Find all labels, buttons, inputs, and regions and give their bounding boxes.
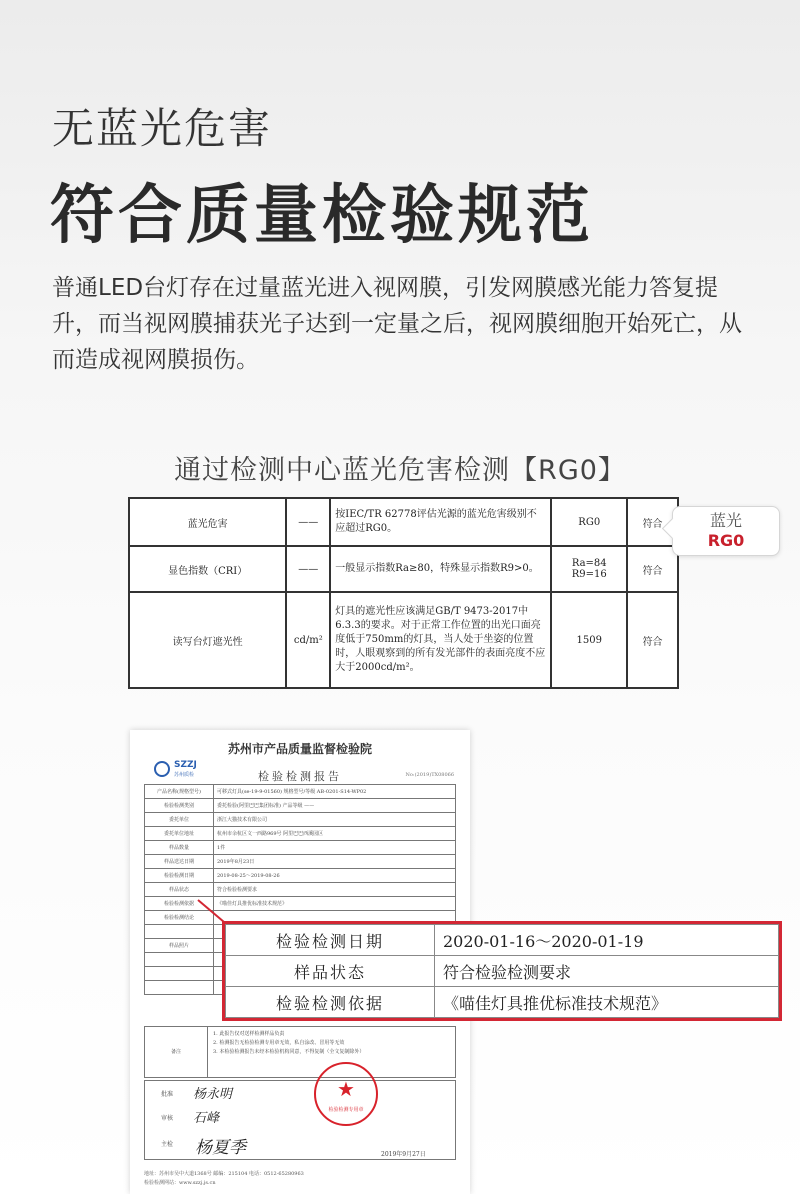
test-verdict: 符合 (627, 498, 678, 546)
test-requirement: 灯具的遮光性应该满足GB/T 9473-2017中6.3.3的要求。对于正常工作位置的出光口面亮度低于750mm的灯具，当人处于坐姿的位置时，人眼观察到的所有发光部件的表面亮度不应大于2000cd/m²。 (330, 592, 551, 688)
zoomed-detail-table (222, 921, 782, 1021)
table-row (226, 987, 779, 1018)
rg0-callout-badge (672, 506, 780, 556)
test-result-table (128, 497, 679, 689)
test-requirement: 按IEC/TR 62778评估光源的蓝光危害级别不应超过RG0。 (330, 498, 551, 546)
test-item: 蓝光危害 (129, 498, 286, 546)
table-row (145, 799, 456, 813)
detail-label: 样品状态 (226, 956, 435, 987)
table-row (129, 592, 678, 688)
test-unit: cd/m² (286, 592, 330, 688)
badge-label: 蓝光 (709, 511, 742, 530)
test-item: 读写台灯遮光性 (129, 592, 286, 688)
report-key: 样品照片 (145, 939, 214, 953)
report-key: 产品名称(规格型号) (145, 785, 214, 799)
report-value: 浙江大猫技术有限公司 (214, 813, 456, 827)
test-result-line: R9=16 (571, 569, 607, 580)
test-verdict: 符合 (627, 546, 678, 592)
star-icon: ★ (337, 1077, 355, 1101)
table-row (145, 827, 456, 841)
official-stamp (314, 1062, 378, 1126)
table-row (145, 897, 456, 911)
test-requirement: 一般显示指数Ra≥80，特殊显示指数R9>0。 (330, 546, 551, 592)
signature-area (144, 1077, 456, 1160)
footer-line: 地址：苏州市吴中大道1368号 邮编：215104 电话：0512-65280963 (144, 1171, 304, 1177)
test-result-line: Ra=84 (571, 558, 607, 569)
test-result (551, 546, 627, 592)
note-line: 2. 检测报告无检验检测专用章无效，私自涂改、冒用等无效 (213, 1040, 345, 1046)
report-value: 2019年8月23日 (214, 855, 456, 869)
logo-text: SZZJ (174, 760, 197, 770)
approver-label: 批准 (161, 1091, 174, 1098)
report-number: No:(2019)TX08066 (405, 772, 454, 778)
report-value: 1件 (214, 841, 456, 855)
detail-value: 符合检验检测要求 (435, 956, 779, 987)
report-key (145, 953, 214, 967)
report-key: 检验检测日期 (145, 869, 214, 883)
note-line: 1. 此报告仅对送样检测样品负责 (213, 1031, 285, 1037)
table-row (145, 813, 456, 827)
logo-subtext: 苏州质检 (174, 772, 195, 778)
section-title: 通过检测中心蓝光危害检测【RG0】 (174, 455, 626, 486)
page-description: 普通LED台灯存在过量蓝光进入视网膜，引发网膜感光能力答复提升，而当视网膜捕获光子达到一定量之后，视网膜细胞开始死亡，从而造成视网膜损伤。 (52, 275, 742, 373)
page-subtitle: 无蓝光危害 (52, 104, 273, 153)
report-institute: 苏州市产品质量监督检验院 (227, 742, 372, 756)
table-row (129, 546, 678, 592)
report-value: 杭州市余杭区文一西路969号 阿里巴巴西溪园区 (214, 827, 456, 841)
report-footer (144, 1170, 456, 1188)
approver-signature: 杨永明 (193, 1087, 233, 1102)
stamp-text: 检验检测专用章 (328, 1107, 364, 1113)
report-value: 委托检验(阿里巴巴集团标准) 产品等级 —— (214, 799, 456, 813)
report-key: 样品数量 (145, 841, 214, 855)
table-row (145, 869, 456, 883)
sign-date: 2019年9月27日 (381, 1151, 426, 1158)
test-item: 显色指数（CRI） (129, 546, 286, 592)
table-row (226, 956, 779, 987)
report-key: 检验检测结论 (145, 911, 214, 925)
report-key (145, 981, 214, 995)
report-notes (144, 1026, 456, 1078)
report-title: 检验检测报告 (258, 770, 342, 783)
note-line: 3. 本检验检测报告未经本检验机构同意，不得复制（全文复制除外） (213, 1049, 365, 1055)
table-row (145, 883, 456, 897)
inspector-signature: 杨夏季 (195, 1138, 246, 1158)
report-key: 样品送达日期 (145, 855, 214, 869)
inspector-label: 主检 (161, 1141, 174, 1148)
report-value: 符合检验检测要求 (214, 883, 456, 897)
test-unit: —— (286, 546, 330, 592)
report-key: 委托单位 (145, 813, 214, 827)
test-unit: —— (286, 498, 330, 546)
detail-value: 2020-01-16～2020-01-19 (435, 925, 779, 956)
table-row (145, 841, 456, 855)
report-key: 委托单位地址 (145, 827, 214, 841)
notes-label: 备注 (145, 1027, 208, 1077)
report-key: 检验检测依据 (145, 897, 214, 911)
report-key: 样品状态 (145, 883, 214, 897)
report-value: 2019-08-25～2019-08-26 (214, 869, 456, 883)
reviewer-label: 审核 (161, 1115, 174, 1122)
report-value: 可移式灯具(se-19-9-01560) 规格型号/等级 AB-0201-S14-WP02 (214, 785, 456, 799)
report-key (145, 967, 214, 981)
badge-value: RG0 (707, 531, 745, 550)
test-verdict: 符合 (627, 592, 678, 688)
detail-value: 《喵佳灯具推优标准技术规范》 (435, 987, 779, 1018)
report-value: 《喵佳灯具推优标准技术规范》 (214, 897, 456, 911)
detail-label: 检验检测日期 (226, 925, 435, 956)
report-key (145, 925, 214, 939)
table-row (145, 855, 456, 869)
notes-text (213, 1030, 364, 1057)
test-result: RG0 (551, 498, 627, 546)
detail-label: 检验检测依据 (226, 987, 435, 1018)
table-row (129, 498, 678, 546)
report-key: 检验检测类别 (145, 799, 214, 813)
table-row (145, 785, 456, 799)
reviewer-signature: 石峰 (193, 1111, 220, 1126)
footer-line: 检验检测网站：www.szzj.js.cn (144, 1180, 216, 1186)
page-title: 符合质量检验规范 (50, 179, 594, 253)
test-result: 1509 (551, 592, 627, 688)
table-row (226, 925, 779, 956)
